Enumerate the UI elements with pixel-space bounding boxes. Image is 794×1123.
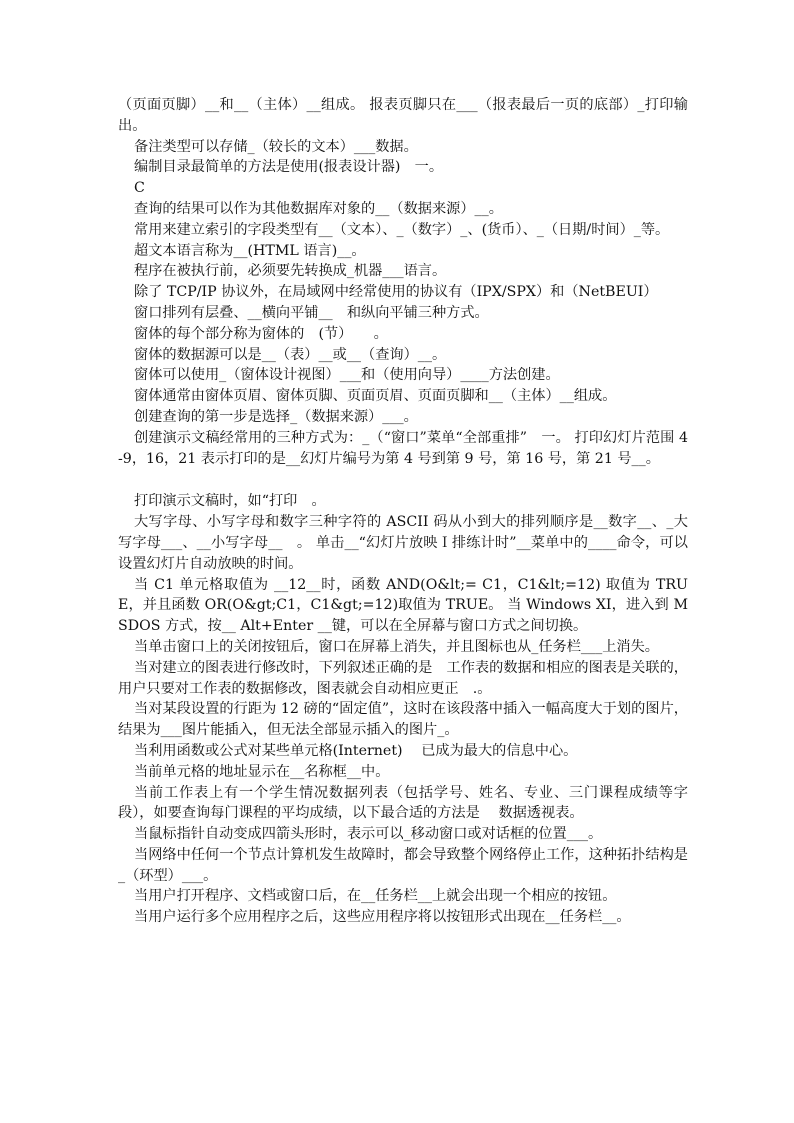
paragraph: 创建查询的第一步是选择_（数据来源）___。 (134, 408, 418, 425)
paragraph: 窗体可以使用_（窗体设计视图）___和（使用向导）____方法创建。 (134, 367, 560, 384)
paragraph: 当用户运行多个应用程序之后，这些应用程序将以按钮形式出现在__任务栏__。 (134, 909, 631, 926)
paragraph: 窗体的每个部分称为窗体的 (节） 。 (134, 325, 388, 342)
paragraph: 程序在被执行前，必须要先转换成_机器___语言。 (134, 263, 447, 280)
paragraph: 当利用函数或公式对某些单元格(Internet) 已成为最大的信息中心。 (134, 742, 578, 759)
paragraph: 创建演示文稿经常用的三种方式为：_（“窗口”菜单“全部重排” 一。 打印幻灯片范围 4-9，16，21 表示打印的是__幻灯片编号为第 4 号到第 9 号，第 16 号，第 21 号__。 (118, 429, 688, 467)
paragraph: 除了 TCP/IP 协议外，在局域网中经常使用的协议有（IPX/SPX）和（NetBEUI） (134, 284, 658, 301)
paragraph: 窗口排列有层叠、__横向平铺__ 和纵向平铺三种方式。 (134, 304, 489, 321)
paragraph: 当对建立的图表进行修改时，下列叙述正确的是 工作表的数据和相应的图表是关联的，用户只要对工作表的数据修改，图表就会自动相应更正 .。 (118, 659, 688, 697)
paragraph: 编制目录最简单的方法是使用(报表设计器) 一。 (134, 159, 444, 176)
paragraph: 大写字母、小写字母和数字三种字符的 ASCII 码从小到大的排列顺序是__数字__、_大写字母___、__小写字母__ 。 单击__“幻灯片放映Ｉ排练计时”__菜单中的____命令，可以设置幻灯片自动放映的时间。 (118, 514, 688, 572)
paragraph: 当单击窗口上的关闭按钮后，窗口在屏幕上消失，并且图标也从_任务栏___上消失。 (134, 638, 659, 655)
paragraph: 打印演示文稿时，如“打印 。 (134, 493, 326, 510)
paragraph: 当对某段设置的行距为 12 磅的“固定值”，这时在该段落中插入一幅高度大于划的图片，结果为___图片能插入，但无法全部显示插入的图片_。 (118, 701, 688, 739)
paragraph: C (134, 180, 145, 197)
paragraph: 当用户打开程序、文档或窗口后，在__任务栏__上就会出现一个相应的按钮。 (134, 888, 617, 905)
blank-line (118, 469, 688, 491)
paragraph: 当前工作表上有一个学生情况数据列表（包括学号、姓名、专业、三门课程成绩等字段），如要查询每门课程的平均成绩，以下最合适的方法是 数据透视表。 (118, 784, 688, 822)
paragraph: 常用来建立索引的字段类型有__（文本）、_（数字）_、(货币）、_（日期/时间）_等。 (134, 221, 670, 238)
paragraph: 查询的结果可以作为其他数据库对象的__（数据来源）__。 (134, 200, 503, 217)
paragraph: 超文本语言称为__(HTML 语言)__。 (134, 242, 366, 259)
document-body (118, 95, 688, 928)
paragraph: 当前单元格的地址显示在__名称框__中。 (134, 763, 390, 780)
paragraph: 窗体通常由窗体页眉、窗体页脚、页面页眉、页面页脚和__（主体）__组成。 (134, 388, 617, 405)
paragraph: （页面页脚）__和__（主体）__组成。 报表页脚只在___（报表最后一页的底部）_打印输出。 (118, 97, 688, 134)
paragraph: 窗体的数据源可以是__（表）__或__（查询）__。 (134, 346, 447, 363)
paragraph: 备注类型可以存储_（较长的文本）___数据。 (134, 138, 418, 155)
paragraph: 当网络中任何一个节点计算机发生故障时，都会导致整个网络停止工作，这种拓扑结构是_（环型）___。 (118, 846, 688, 884)
paragraph: 当 C1 单元格取值为 __12__时，函数 AND(O&lt;= C1，C1&lt;=12) 取值为 TRUE，并且函数 OR(O&gt;C1，C1&gt;=12)取值为 TRUE。 当 Windows XI，进入到 MSDOS 方式，按__ Alt+Enter __键，可以在全屏幕与窗口方式之间切换。 (118, 576, 688, 635)
paragraph: 当鼠标指针自动变成四箭头形时，表示可以_移动窗口或对话框的位置___。 (134, 826, 603, 843)
